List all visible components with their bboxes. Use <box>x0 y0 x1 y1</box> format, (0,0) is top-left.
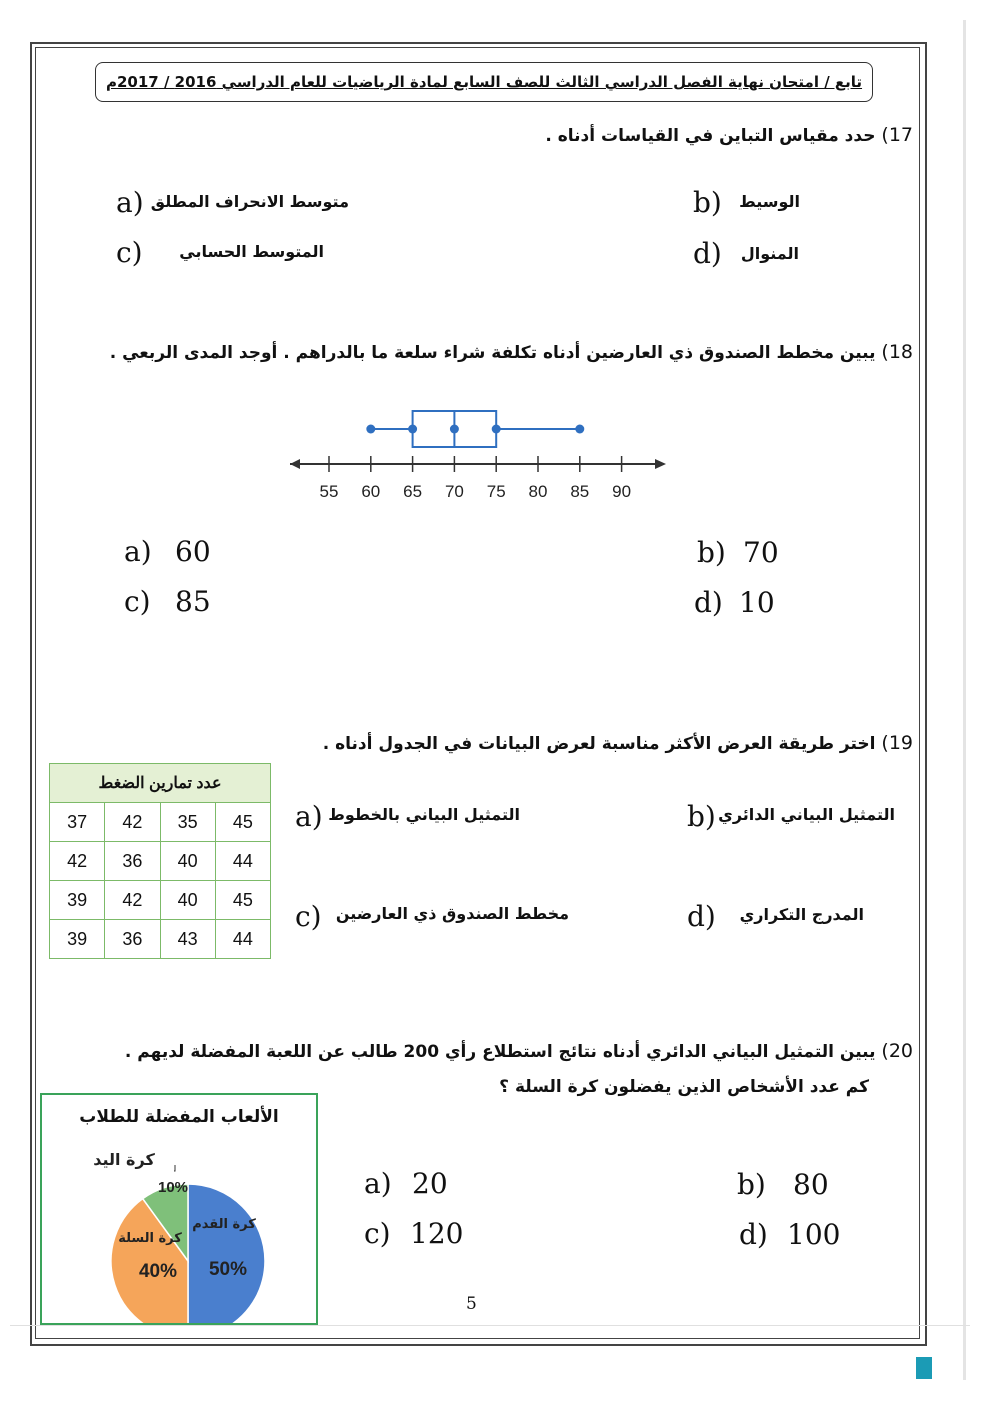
axis-tick-label: 60 <box>361 482 381 501</box>
pie-slice-label: كرة اليد <box>93 1150 155 1169</box>
q20-option-a-label[interactable]: a) <box>364 1167 392 1200</box>
axis-tick-label: 85 <box>570 482 590 501</box>
q17-number: 17) <box>881 124 913 146</box>
scan-bottom-line <box>10 1325 970 1326</box>
pie-slice-percent: 10% <box>157 1179 189 1196</box>
q17-option-b-text[interactable]: الوسيط <box>739 192 800 211</box>
axis-tick-label: 75 <box>486 482 506 501</box>
pie-title: الألعاب المفضلة للطلاب <box>79 1107 279 1127</box>
q20-option-d-value[interactable]: 100 <box>787 1218 841 1251</box>
q19-option-c-label[interactable]: c) <box>295 900 322 933</box>
q18-text: يبين مخطط الصندوق ذي العارضين أدناه تكلفة شراء سلعة ما بالدراهم . أوجد المدى الربعي . <box>109 343 876 363</box>
q17-option-d-label[interactable]: d) <box>693 237 722 270</box>
q18-option-d-label[interactable]: d) <box>694 586 723 619</box>
q19-option-d-text[interactable]: المدرج التكراري <box>739 905 864 924</box>
table-cell: 35 <box>160 803 215 842</box>
point-q1 <box>408 425 417 434</box>
q19-text: اختر طريقة العرض الأكثر مناسبة لعرض البيانات في الجدول أدناه . <box>322 734 876 754</box>
q18-option-a-value[interactable]: 60 <box>175 535 211 568</box>
table-cell: 40 <box>160 881 215 920</box>
table-row <box>50 920 271 959</box>
q17-option-c-label[interactable]: c) <box>116 236 143 269</box>
axis-tick-label: 55 <box>319 482 339 501</box>
pie-chart <box>42 1095 316 1323</box>
q20-text: يبين التمثيل البياني الدائري أدناه نتائج استطلاع رأي 200 طالب عن اللعبة المفضلة لديهم . <box>124 1042 876 1062</box>
pie-slice-percent: 40% <box>138 1261 178 1282</box>
q17-option-a-text[interactable]: متوسط الانحراف المطلق <box>150 192 349 211</box>
table-cell: 45 <box>215 881 270 920</box>
q17-option-d-text[interactable]: المنوال <box>740 244 799 263</box>
axis-tick-label: 90 <box>612 482 632 501</box>
table-cell: 42 <box>105 803 160 842</box>
q20-option-c-label[interactable]: c) <box>364 1217 391 1250</box>
axis-tick-label: 65 <box>403 482 423 501</box>
pie-slice-percent: 50% <box>208 1259 248 1280</box>
q19-option-a-label[interactable]: a) <box>295 800 323 833</box>
point-q3 <box>492 425 501 434</box>
table-row <box>50 803 271 842</box>
axis-arrow-right <box>655 459 666 469</box>
axis-tick-label: 80 <box>528 482 548 501</box>
scan-edge <box>963 20 966 1380</box>
page-number: 5 <box>466 1294 477 1314</box>
corner-marker <box>916 1357 932 1379</box>
q18-option-c-label[interactable]: c) <box>124 585 151 618</box>
q17-text: حدد مقياس التباين في القياسات أدناه . <box>545 126 876 146</box>
table-cell: 42 <box>105 881 160 920</box>
q17-option-a-label[interactable]: a) <box>116 186 144 219</box>
q17-option-c-text[interactable]: المتوسط الحسابي <box>179 242 324 261</box>
q18-option-b-value[interactable]: 70 <box>743 536 779 569</box>
q19-option-b-text[interactable]: التمثيل البياني الدائري <box>718 805 895 824</box>
pie-slice-label: كرة السلة <box>118 1231 182 1246</box>
table-cell: 43 <box>160 920 215 959</box>
point-median <box>450 425 459 434</box>
q17-option-b-label[interactable]: b) <box>693 186 722 219</box>
q20-option-b-label[interactable]: b) <box>737 1168 766 1201</box>
table-title: عدد تمارين الضغط <box>50 764 271 803</box>
point-max <box>575 425 584 434</box>
q18-option-c-value[interactable]: 85 <box>175 585 211 618</box>
table-row <box>50 842 271 881</box>
q20-option-c-value[interactable]: 120 <box>410 1217 464 1250</box>
pie-slice <box>188 1184 265 1323</box>
exam-header-text: تابع / امتحان نهاية الفصل الدراسي الثالث للصف السابع لمادة الرياضيات للعام الدراسي 2016 / 2017م <box>105 73 863 91</box>
table-cell: 44 <box>215 842 270 881</box>
table-cell: 44 <box>215 920 270 959</box>
table-cell: 40 <box>160 842 215 881</box>
point-min <box>366 425 375 434</box>
exam-header <box>95 62 873 102</box>
table-cell: 39 <box>50 920 105 959</box>
table-cell: 42 <box>50 842 105 881</box>
q20-option-b-value[interactable]: 80 <box>793 1168 829 1201</box>
table-cell: 37 <box>50 803 105 842</box>
q19-option-a-text[interactable]: التمثيل البياني بالخطوط <box>328 805 520 824</box>
q19-prompt <box>323 732 913 754</box>
axis-arrow-left <box>290 459 300 469</box>
q19-option-c-text[interactable]: مخطط الصندوق ذي العارضين <box>335 904 569 923</box>
pie-chart-box <box>40 1093 318 1325</box>
q18-option-a-label[interactable]: a) <box>124 535 152 568</box>
table-cell: 36 <box>105 920 160 959</box>
q19-number: 19) <box>881 732 913 754</box>
q19-option-b-label[interactable]: b) <box>687 800 716 833</box>
q18-option-d-value[interactable]: 10 <box>739 586 775 619</box>
q18-prompt <box>110 341 913 363</box>
q20-number: 20) <box>881 1040 913 1062</box>
q20-subprompt <box>499 1077 869 1097</box>
q20-subtext: كم عدد الأشخاص الذين يفضلون كرة السلة ؟ <box>499 1077 869 1097</box>
leader-line <box>174 1165 175 1171</box>
pie-slice-label: كرة القدم <box>192 1217 256 1232</box>
axis-tick-label: 70 <box>444 482 464 501</box>
q20-option-d-label[interactable]: d) <box>739 1218 768 1251</box>
table-row <box>50 881 271 920</box>
q19-option-d-label[interactable]: d) <box>687 900 716 933</box>
pushups-table <box>49 763 271 959</box>
table-cell: 36 <box>105 842 160 881</box>
q20-prompt <box>125 1040 913 1062</box>
q18-option-b-label[interactable]: b) <box>697 536 726 569</box>
table-cell: 45 <box>215 803 270 842</box>
table-cell: 39 <box>50 881 105 920</box>
q20-option-a-value[interactable]: 20 <box>412 1167 448 1200</box>
box-plot-chart <box>280 395 680 510</box>
q18-number: 18) <box>881 341 913 363</box>
q17-prompt <box>545 124 913 146</box>
